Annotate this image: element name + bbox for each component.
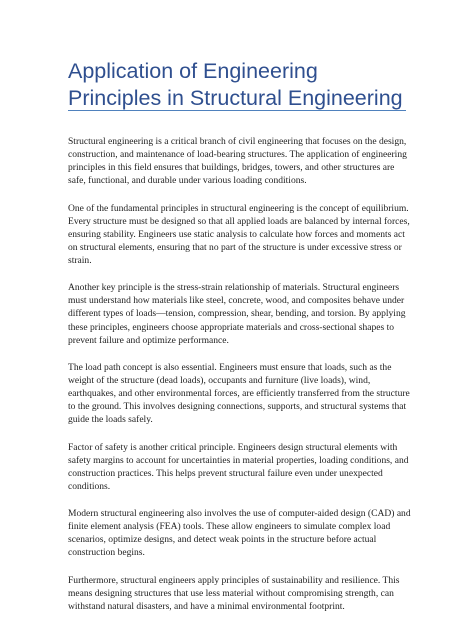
paragraph-1: Structural engineering is a critical branch of civil engineering that focuses on the design, construction, and maintenance of load-bearing structures. The application of engineering principles in this field ensures that buildings, bridges, towers, and other structures are safe, functional, and durable under various loading conditions.	[68, 136, 407, 187]
paragraph-5: Factor of safety is another critical principle. Engineers design structural elements with safety margins to account for uncertainties in material properties, loading conditions, and construction practices. This helps prevent structural failure even under unexpected conditions.	[68, 441, 409, 492]
paragraph-7: Furthermore, structural engineers apply principles of sustainability and resilience. This means designing structures that use less material without compromising strength, can withstand natural disasters, and have a minimal environmental footprint.	[68, 574, 400, 612]
title-underline	[68, 110, 406, 111]
paragraph-4: The load path concept is also essential. Engineers must ensure that loads, such as the weight of the structure (dead loads), occupants and furniture (live loads), wind, earthquakes, and other environmental forces, are efficiently transferred from the structure to the ground. This involves designing connections, supports, and structural systems that guide the loads safely.	[68, 361, 410, 426]
document-title: Application of Engineering Principles in Structural Engineering	[68, 59, 403, 110]
paragraph-6: Modern structural engineering also involves the use of computer-aided design (CAD) and finite element analysis (FEA) tools. These allow engineers to simulate complex load scenarios, optimize designs, and detect weak points in the structure before actual construction begins.	[68, 508, 411, 559]
document-body	[68, 135, 413, 627]
paragraph-3: Another key principle is the stress-strain relationship of materials. Structural engineers must understand how materials like steel, concrete, wood, and composites behave under different types of loads—tension, compression, shear, bending, and torsion. By applying these principles, engineers choose appropriate materials and cross-sectional shapes to prevent failure and optimize performance.	[68, 282, 406, 346]
paragraph-2: One of the fundamental principles in structural engineering is the concept of equilibrium. Every structure must be designed so that all applied loads are balanced by internal forces, ensuring stability. Engineers use static analysis to calculate how forces and moments act on structural elements, ensuring that no part of the structure is under excessive stress or strain.	[68, 202, 410, 266]
